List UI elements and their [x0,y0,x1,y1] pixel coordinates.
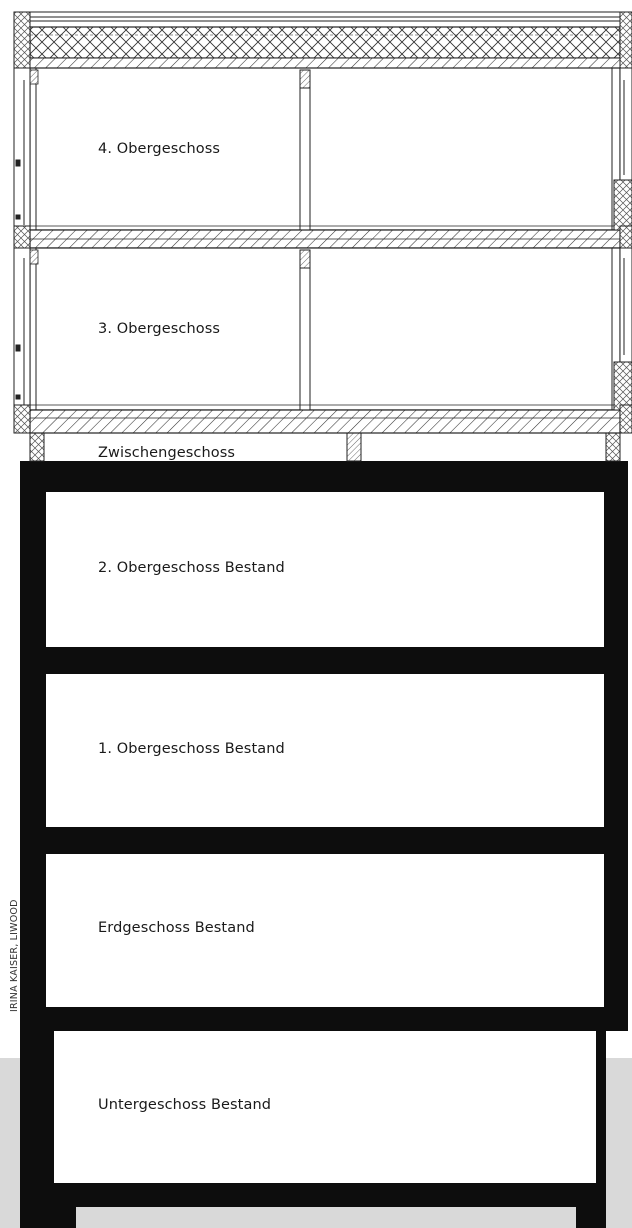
floor-label-2og-bestand: 2. Obergeschoss Bestand [98,560,285,576]
foundation-void [76,1207,576,1228]
floor-label-4og: 4. Obergeschoss [98,141,221,157]
floor-label-1og-bestand: 1. Obergeschoss Bestand [98,741,285,757]
floor-label-ug-bestand: Untergeschoss Bestand [98,1097,272,1113]
ground-right [606,1058,632,1228]
timber-addition [14,12,632,433]
floor-label-3og: 3. Obergeschoss [98,321,221,337]
image-credit: IRINA KAISER, LIWOOD [9,899,20,1012]
floor-label-eg-bestand: Erdgeschoss Bestand [98,920,255,936]
floor-label-zwischengeschoss: Zwischengeschoss [98,445,236,461]
